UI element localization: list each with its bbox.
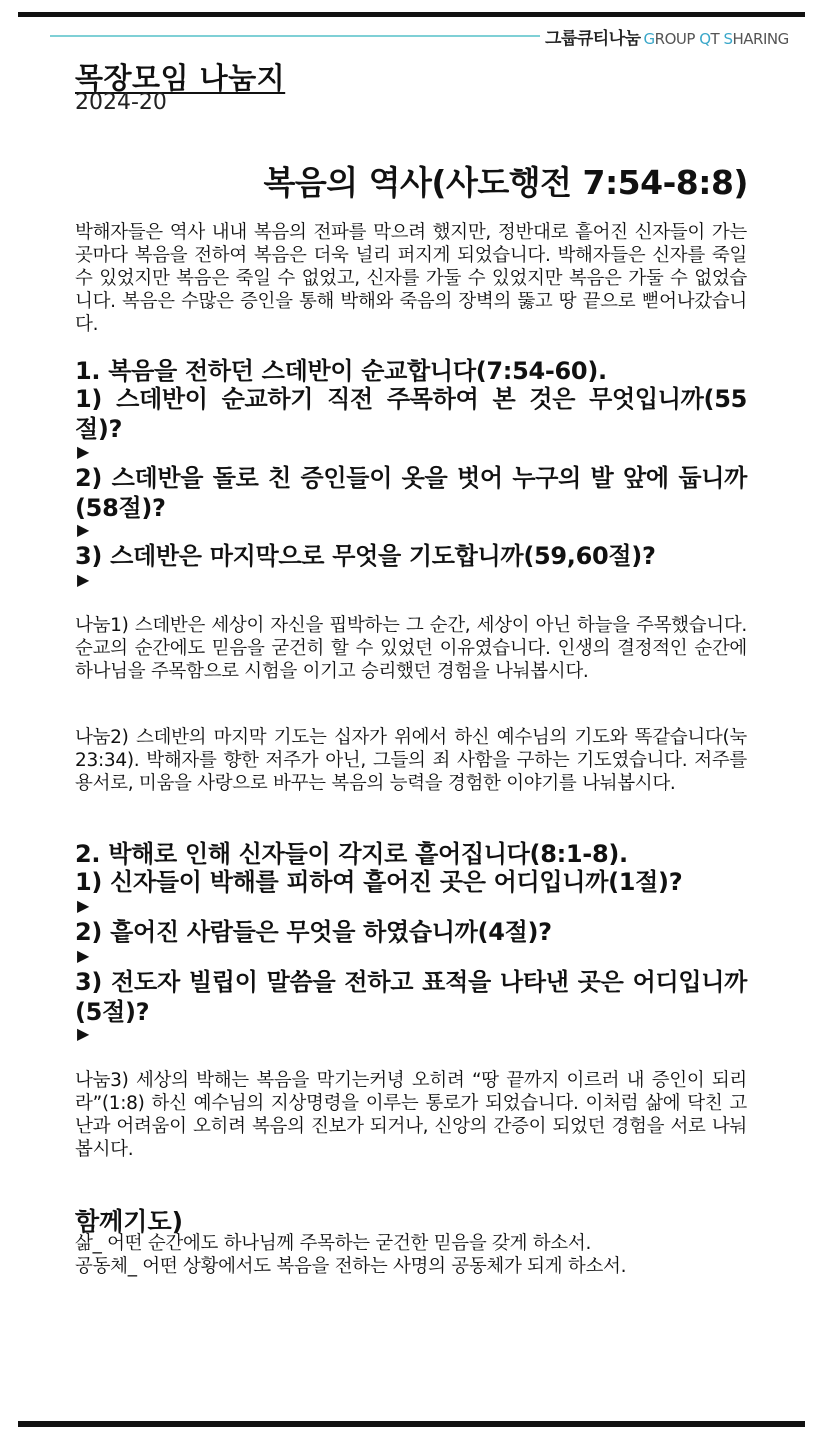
section2-question-3: 3) 전도자 빌립이 말씀을 전하고 표적을 나타낸 곳은 어디입니까(5절)? — [75, 968, 747, 1026]
answer-marker: ▶ — [77, 1024, 90, 1043]
prayer-line-2: 공동체_ 어떤 상황에서도 복음을 전하는 사명의 공동체가 되게 하소서. — [75, 1256, 627, 1277]
section2-question-1: 1) 신자들이 박해를 피하여 흩어진 곳은 어디입니까(1절)? — [75, 868, 683, 896]
prayer-title: 함께기도) — [75, 1207, 184, 1236]
header-accent-line — [50, 35, 540, 37]
brand-korean: 그룹큐티나눔 — [545, 29, 641, 49]
lesson-title: 복음의 역사(사도행전 7:54-8:8) — [263, 163, 748, 202]
answer-marker: ▶ — [77, 570, 90, 589]
section1-question-1: 1) 스데반이 순교하기 직전 주목하여 본 것은 무엇입니까(55절)? — [75, 385, 747, 443]
answer-marker: ▶ — [77, 896, 90, 915]
document-number: 2024-20 — [75, 90, 167, 115]
answer-marker: ▶ — [77, 946, 90, 965]
section1-question-2: 2) 스데반을 돌로 친 증인들이 옷을 벗어 누구의 발 앞에 둡니까(58절)? — [75, 464, 747, 522]
share-1-paragraph: 나눔1) 스데반은 세상이 자신을 핍박하는 그 순간, 세상이 아닌 하늘을 주목했습니다. 순교의 순간에도 믿음을 굳건히 할 수 있었던 이유였습니다. 인생의 결정적인 순간에 하나님을 주목함으로 시험을 이기고 승리했던 경험을 나눠봅시다. — [75, 615, 747, 682]
section2-question-2: 2) 흩어진 사람들은 무엇을 하였습니까(4절)? — [75, 918, 552, 946]
bottom-border-rule — [18, 1421, 805, 1427]
answer-marker: ▶ — [77, 520, 90, 539]
brand-english: GROUP QT SHARING — [643, 30, 789, 48]
document-title: 목장모임 나눔지 — [75, 61, 286, 95]
share-2-paragraph: 나눔2) 스데반의 마지막 기도는 십자가 위에서 하신 예수님의 기도와 똑같습니다(눅 23:34). 박해자를 향한 저주가 아닌, 그들의 죄 사함을 구하는 기도였습니다. 저주를 용서로, 미움을 사랑으로 바꾸는 복음의 능력을 경험한 이야기를 나눠봅시다. — [75, 727, 747, 794]
brand-logo — [545, 24, 789, 49]
section1-question-3: 3) 스데반은 마지막으로 무엇을 기도합니까(59,60절)? — [75, 542, 656, 570]
share-3-paragraph: 나눔3) 세상의 박해는 복음을 막기는커녕 오히려 “땅 끝까지 이르러 내 증인이 되리라”(1:8) 하신 예수님의 지상명령을 이루는 통로가 되었습니다. 이처럼 삶에 닥친 고난과 어려움이 오히려 복음의 진보가 되거나, 신앙의 간증이 되었던 경험을 서로 나눠봅시다. — [75, 1070, 747, 1160]
answer-marker: ▶ — [77, 442, 90, 461]
top-border-rule — [18, 12, 805, 17]
section2-title: 2. 박해로 인해 신자들이 각지로 흩어집니다(8:1-8). — [75, 840, 628, 868]
intro-paragraph: 박해자들은 역사 내내 복음의 전파를 막으려 했지만, 정반대로 흩어진 신자들이 가는 곳마다 복음을 전하여 복음은 더욱 널리 퍼지게 되었습니다. 박해자들은 신자를 죽일 수 있었지만 복음은 죽일 수 없었고, 신자를 가둘 수 있었지만 복음은 가둘 수 없었습니다. 복음은 수많은 증인을 통해 박해와 죽음의 장벽의 뚫고 땅 끝으로 뻗어나갔습니다. — [75, 222, 747, 335]
prayer-line-1: 삶_ 어떤 순간에도 하나님께 주목하는 굳건한 믿음을 갖게 하소서. — [75, 1233, 592, 1254]
section1-title: 1. 복음을 전하던 스데반이 순교합니다(7:54-60). — [75, 357, 607, 385]
